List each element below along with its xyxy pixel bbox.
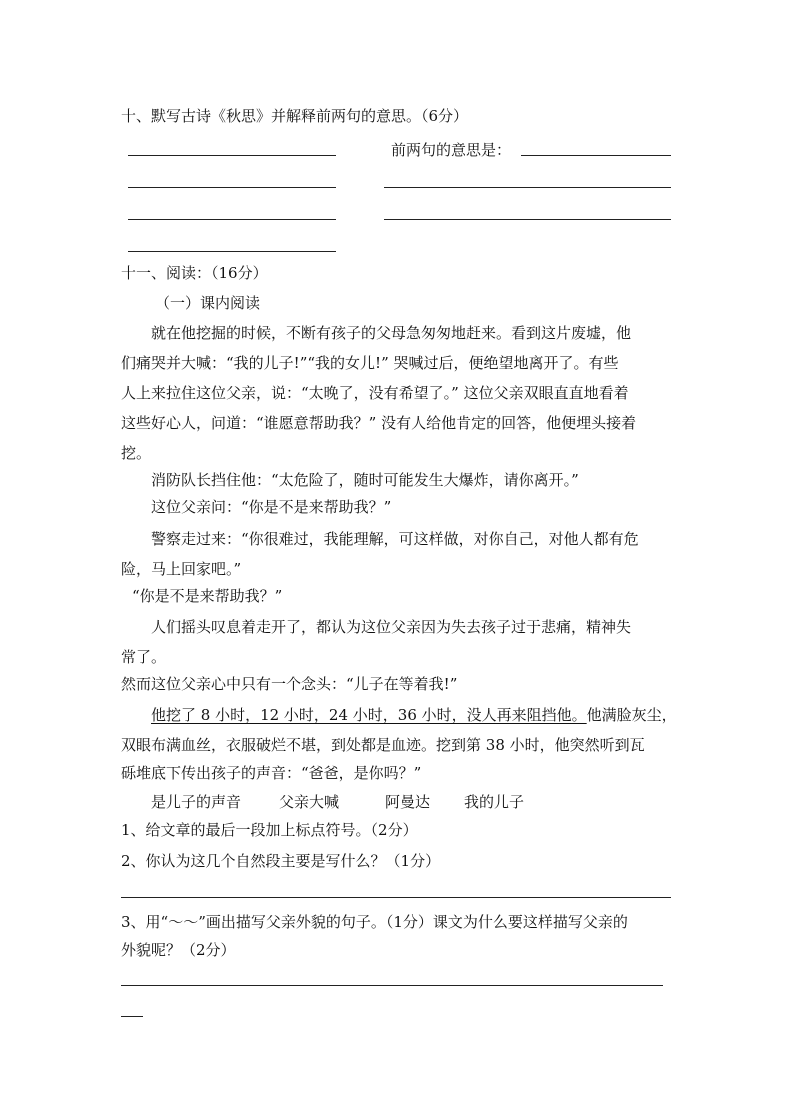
- passage-line: 险，马上回家吧。”: [121, 560, 242, 578]
- poem-line-2-blank[interactable]: [128, 187, 336, 188]
- passage-line: 们痛哭并大喊：“我的儿子!”“我的女儿!” 哭喊过后，便绝望地离开了。有些: [121, 354, 619, 372]
- passage-line: 这些好心人，问道：“谁愿意帮助我？” 没有人给他肯定的回答，他便埋头接着: [121, 414, 637, 432]
- question-3-line-1: 3、用“～～”画出描写父亲外貌的句子。（1分）课文为什么要这样描写父亲的: [121, 913, 628, 931]
- meaning-blank-3[interactable]: [384, 219, 671, 220]
- underlined-sentence: 他挖了 8 小时，12 小时，24 小时，36 小时，没人再来阻挡他。: [151, 706, 587, 724]
- passage-line: “你是不是来帮助我？”: [132, 587, 283, 605]
- passage-line: 消防队长挡住他：“太危险了，随时可能发生大爆炸，请你离开。”: [151, 471, 579, 489]
- passage-line: 挖。: [121, 444, 152, 462]
- passage-line: 警察走过来：“你很难过，我能理解，可这样做，对你自己，对他人都有危: [151, 530, 639, 548]
- meaning-label: 前两句的意思是：: [391, 141, 512, 159]
- q10-title: 十、默写古诗《秋思》并解释前两句的意思。（6分）: [121, 107, 469, 125]
- passage-line: 就在他挖掘的时候，不断有孩子的父母急匆匆地赶来。看到这片废墟，他: [151, 324, 632, 342]
- question-2: 2、你认为这几个自然段主要是写什么？（1分）: [121, 852, 441, 870]
- poem-line-1-blank[interactable]: [128, 155, 336, 156]
- meaning-blank-2[interactable]: [384, 187, 671, 188]
- passage-line: 然而这位父亲心中只有一个念头：“儿子在等着我!”: [121, 675, 458, 693]
- meaning-blank-1[interactable]: [521, 155, 671, 156]
- q11-subtitle: （一）课内阅读: [155, 294, 261, 312]
- passage-line: 这位父亲问：“你是不是来帮助我？”: [151, 498, 392, 516]
- last-paragraph-segment: 父亲大喊: [279, 793, 340, 811]
- passage-line: 砾堆底下传出孩子的声音：“爸爸，是你吗？”: [121, 764, 422, 782]
- passage-line: 人们摇头叹息着走开了，都认为这位父亲因为失去孩子过于悲痛，精神失: [151, 618, 632, 636]
- passage-line: [151, 705, 677, 725]
- passage-line: 双眼布满血丝，衣服破烂不堪，到处都是血迹。挖到第 38 小时，他突然听到瓦: [121, 736, 645, 754]
- question-1: 1、给文章的最后一段加上标点符号。（2分）: [121, 821, 418, 839]
- passage-line: 常了。: [121, 648, 167, 666]
- answer-line-q3-continued[interactable]: [121, 1016, 143, 1017]
- passage-text: 他满脸灰尘，: [586, 706, 677, 724]
- poem-line-4-blank[interactable]: [128, 251, 336, 252]
- q11-title: 十一、阅读：（16分）: [121, 264, 268, 282]
- poem-line-3-blank[interactable]: [128, 219, 336, 220]
- question-3-line-2: 外貌呢？（2分）: [121, 941, 236, 959]
- last-paragraph-segment: 我的儿子: [464, 793, 525, 811]
- last-paragraph-segment: 是儿子的声音: [151, 793, 242, 811]
- answer-line-q2[interactable]: [121, 897, 671, 898]
- passage-line: 人上来拉住这位父亲，说：“太晚了，没有希望了。” 这位父亲双眼直直地看着: [121, 384, 629, 402]
- last-paragraph-segment: 阿曼达: [385, 793, 431, 811]
- answer-line-q3[interactable]: [121, 985, 663, 986]
